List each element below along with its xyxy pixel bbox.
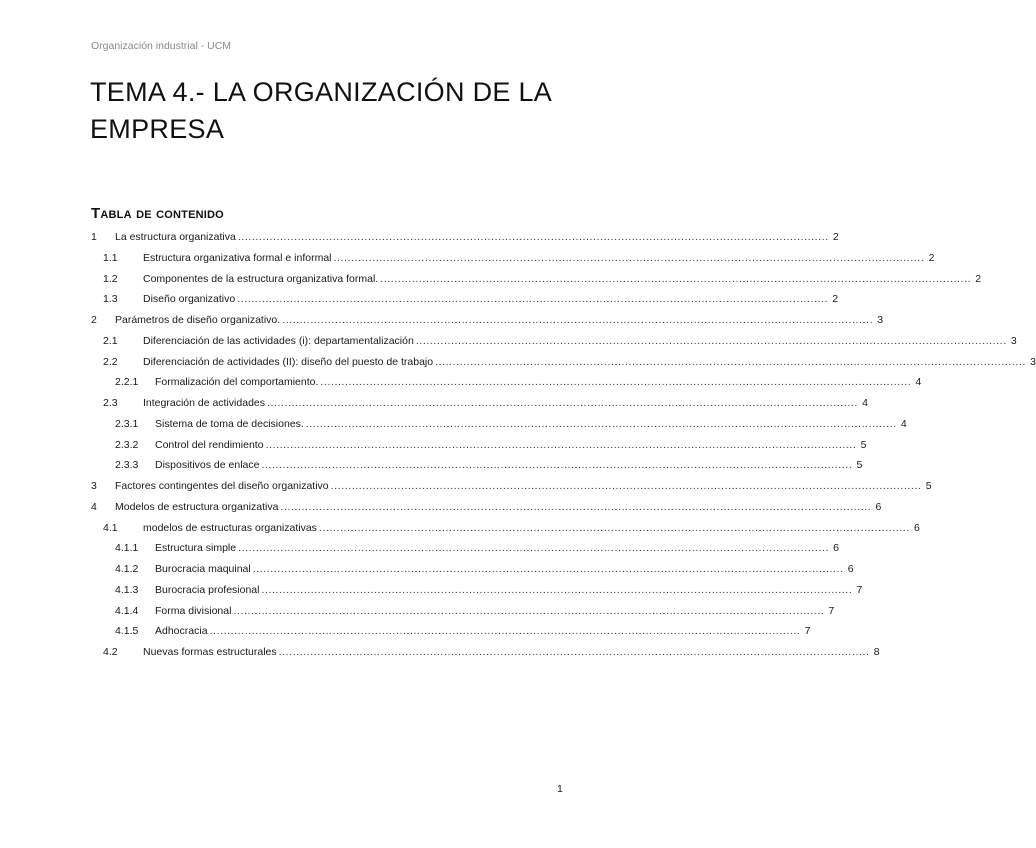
- toc-entry-page: 8: [873, 646, 880, 658]
- toc-entry-label[interactable]: Burocracia maquinal: [155, 563, 251, 575]
- toc-entry-number: 3: [91, 480, 97, 492]
- toc-entry-number: 4.1.1: [115, 542, 139, 555]
- toc-dot-leader: [238, 231, 829, 243]
- toc-entry[interactable]: [91, 480, 932, 501]
- toc-entry-page: 4: [915, 376, 922, 389]
- toc-entry-number: 1.3: [103, 293, 118, 306]
- toc-entry-number: 4.1: [103, 521, 118, 534]
- toc-entry-page: 5: [860, 438, 867, 451]
- toc-entry-label[interactable]: Burocracia profesional: [155, 583, 260, 596]
- toc-dot-leader: [253, 563, 844, 575]
- toc-entry[interactable]: [91, 397, 868, 418]
- toc-dot-leader: [320, 376, 911, 388]
- toc-entry[interactable]: [91, 625, 811, 646]
- toc-entry-label[interactable]: Diseño organizativo: [143, 293, 236, 306]
- toc-dot-leader: [280, 501, 871, 513]
- toc-entry-page: 5: [925, 480, 932, 492]
- toc-entry-number: 2.2.1: [115, 376, 139, 389]
- toc-entry-page: 7: [828, 604, 835, 617]
- toc-entry-page: 4: [862, 397, 868, 409]
- toc-entry-number: 1: [91, 231, 97, 243]
- toc-entry-number: 2: [91, 314, 97, 326]
- toc-entry[interactable]: [91, 231, 839, 252]
- toc-entry-page: 5: [856, 459, 863, 472]
- toc-entry[interactable]: [91, 293, 839, 314]
- toc-dot-leader: [261, 584, 852, 596]
- toc-entry-page: 6: [847, 563, 854, 575]
- toc-dot-leader: [210, 625, 801, 637]
- toc-entry-page: 6: [875, 500, 882, 513]
- toc-dot-leader: [237, 293, 828, 305]
- toc-entry-page: 6: [833, 542, 840, 555]
- toc-dot-leader: [319, 522, 910, 534]
- toc-entry-page: 2: [832, 231, 839, 243]
- toc-entry-page: 3: [1010, 334, 1017, 347]
- toc-entry-number: 4.1.5: [115, 625, 139, 638]
- toc-entry[interactable]: [91, 438, 867, 460]
- toc-entry[interactable]: [91, 521, 920, 543]
- toc-dot-leader: [238, 542, 829, 554]
- toc-entry[interactable]: [91, 355, 1036, 377]
- toc-entry-label[interactable]: Adhocracia: [155, 625, 208, 638]
- toc-entry-label[interactable]: Estructura simple: [155, 542, 237, 555]
- toc-entry-label[interactable]: Diferenciación de actividades (II): diseño del puesto de trabajo: [143, 355, 434, 368]
- toc-dot-leader: [380, 273, 971, 285]
- toc-dot-leader: [279, 646, 870, 658]
- toc-entry-number: 2.2: [103, 355, 118, 368]
- table-of-contents: [91, 231, 1036, 667]
- toc-entry-page: 4: [900, 417, 907, 430]
- toc-entry[interactable]: [91, 583, 863, 605]
- toc-heading: Tabla de contenido: [91, 205, 224, 222]
- toc-entry-number: 2.3.3: [115, 459, 139, 472]
- toc-entry-page: 7: [804, 625, 811, 638]
- toc-entry[interactable]: [91, 251, 935, 273]
- toc-entry-page: 2: [832, 293, 839, 306]
- toc-dot-leader: [435, 356, 1026, 368]
- toc-entry-label[interactable]: La estructura organizativa: [115, 231, 236, 243]
- toc-entry-number: 2.3: [103, 397, 118, 409]
- toc-dot-leader: [334, 252, 925, 264]
- toc-dot-leader: [282, 314, 873, 326]
- toc-entry-number: 2.3.2: [115, 438, 139, 451]
- toc-entry[interactable]: [91, 542, 840, 563]
- toc-entry[interactable]: [91, 417, 907, 439]
- toc-entry[interactable]: [91, 604, 835, 626]
- toc-entry[interactable]: [91, 272, 982, 294]
- toc-entry-number: 4.2: [103, 646, 118, 658]
- toc-entry-page: 2: [928, 251, 935, 264]
- running-header: Organización industrial - UCM: [91, 40, 232, 52]
- document-title: TEMA 4.- LA ORGANIZACIÓN DE LA EMPRESA: [90, 77, 551, 144]
- toc-entry-number: 4: [91, 500, 97, 513]
- toc-entry[interactable]: [91, 646, 880, 667]
- toc-entry-number: 4.1.4: [115, 604, 139, 617]
- toc-entry[interactable]: [91, 334, 1017, 356]
- toc-entry-number: 2.3.1: [115, 417, 139, 430]
- toc-entry-page: 7: [856, 583, 863, 596]
- toc-entry[interactable]: [91, 376, 922, 397]
- toc-dot-leader: [266, 439, 857, 451]
- toc-entry-label[interactable]: Diferenciación de las actividades (i): departamentalización: [143, 334, 414, 347]
- toc-entry[interactable]: [91, 563, 854, 584]
- toc-entry-label[interactable]: Control del rendimiento: [155, 438, 264, 451]
- toc-entry[interactable]: [91, 500, 882, 522]
- toc-entry-label[interactable]: Estructura organizativa formal e informal: [143, 251, 332, 264]
- toc-entry-label[interactable]: Modelos de estructura organizativa: [115, 500, 279, 513]
- toc-dot-leader: [306, 418, 897, 430]
- toc-dot-leader: [416, 335, 1007, 347]
- toc-entry-number: 2.1: [103, 334, 118, 347]
- toc-dot-leader: [267, 397, 858, 409]
- toc-entry-number: 1.1: [103, 251, 118, 264]
- toc-entry[interactable]: [91, 314, 884, 335]
- toc-entry-label[interactable]: Forma divisional: [155, 604, 232, 617]
- toc-entry-label[interactable]: modelos de estructuras organizativas: [143, 521, 317, 534]
- toc-entry-label[interactable]: Nuevas formas estructurales: [143, 646, 277, 658]
- toc-entry-page: 2: [975, 272, 982, 285]
- toc-entry[interactable]: [91, 459, 863, 480]
- toc-entry-label[interactable]: Componentes de la estructura organizativa formal.: [143, 272, 379, 285]
- toc-dot-leader: [233, 605, 824, 617]
- toc-entry-number: 4.1.2: [115, 563, 139, 575]
- page-number: 1: [557, 783, 563, 795]
- toc-entry-page: 3: [1030, 355, 1036, 368]
- toc-entry-page: 3: [877, 314, 884, 326]
- toc-entry-label[interactable]: Formalización del comportamiento.: [155, 376, 319, 389]
- toc-entry-number: 4.1.3: [115, 583, 139, 596]
- toc-entry-label[interactable]: Parámetros de diseño organizativo.: [115, 314, 281, 326]
- toc-dot-leader: [261, 459, 852, 471]
- toc-entry-label[interactable]: Factores contingentes del diseño organizativo: [115, 480, 329, 492]
- toc-entry-label[interactable]: Dispositivos de enlace: [155, 459, 260, 472]
- toc-entry-page: 6: [913, 521, 920, 534]
- toc-entry-label[interactable]: Sistema de toma de decisiones.: [155, 417, 304, 430]
- toc-dot-leader: [331, 480, 922, 492]
- toc-entry-number: 1.2: [103, 272, 118, 285]
- toc-entry-label[interactable]: Integración de actividades: [143, 397, 265, 409]
